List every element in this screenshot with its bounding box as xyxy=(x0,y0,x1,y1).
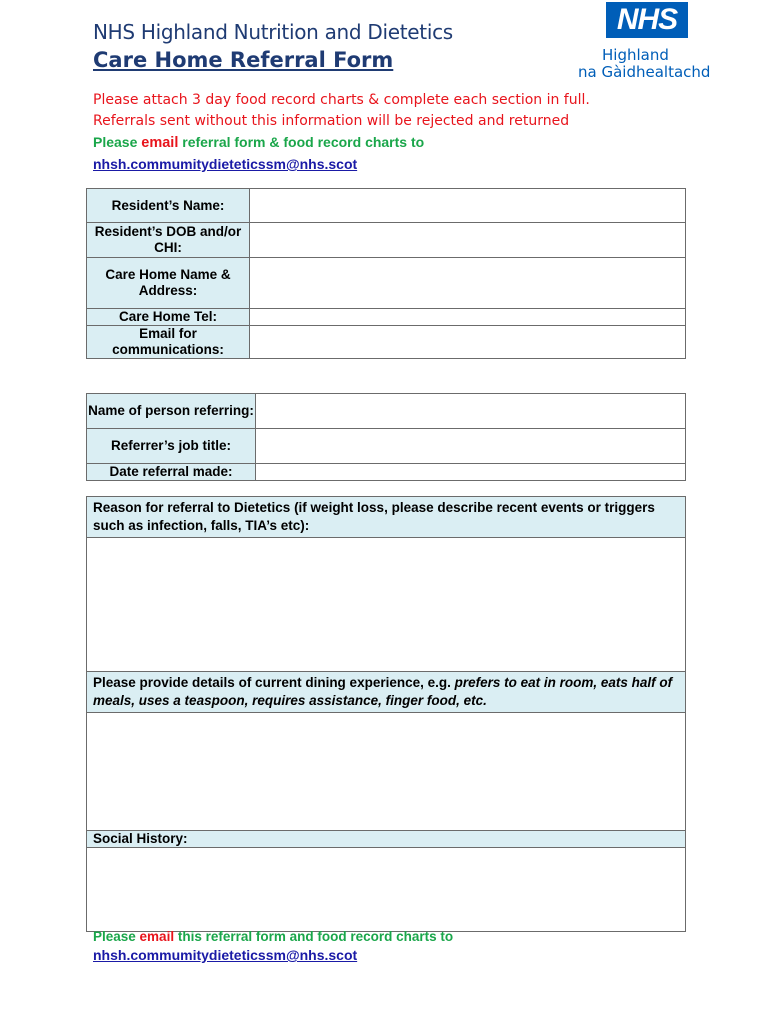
reason-field[interactable] xyxy=(87,538,686,672)
logo-line-1: Highland xyxy=(602,46,669,64)
referrer-details-table xyxy=(86,393,686,481)
dining-header xyxy=(87,672,686,713)
footer-email-word: email xyxy=(139,929,175,944)
intro-line-3-a: Please xyxy=(93,134,142,150)
dining-field[interactable] xyxy=(87,713,686,831)
social-history-field[interactable] xyxy=(87,848,686,932)
social-history-header: Social History: xyxy=(87,831,686,848)
intro-line-3-email-word: email xyxy=(141,135,179,151)
care-home-address-label: Care Home Name & Address: xyxy=(87,258,250,309)
footer-text-a: Please xyxy=(93,929,140,944)
reason-header: Reason for referral to Dietetics (if weight loss, please describe recent events or triggers such as infection, falls, TIA’s etc): xyxy=(87,497,686,538)
referrer-name-field[interactable] xyxy=(256,394,686,429)
care-home-tel-label: Care Home Tel: xyxy=(87,309,250,326)
intro-instructions xyxy=(93,90,693,176)
org-title: NHS Highland Nutrition and Dietetics xyxy=(93,20,453,44)
intro-email-link[interactable]: nhsh.commumitydieteticssm@nhs.scot xyxy=(93,156,358,172)
date-referral-label: Date referral made: xyxy=(87,464,256,481)
care-home-address-field[interactable] xyxy=(250,258,686,309)
footer-email-link[interactable]: nhsh.commumitydieteticssm@nhs.scot xyxy=(93,947,358,963)
resident-dob-label: Resident’s DOB and/or CHI: xyxy=(87,223,250,258)
intro-line-2: Referrals sent without this information will be rejected and returned xyxy=(93,113,570,129)
resident-name-label: Resident’s Name: xyxy=(87,189,250,223)
resident-dob-field[interactable] xyxy=(250,223,686,258)
form-title: Care Home Referral Form xyxy=(93,48,394,72)
free-text-sections-table xyxy=(86,496,686,932)
intro-line-3 xyxy=(93,132,693,154)
referrer-job-title-field[interactable] xyxy=(256,429,686,464)
intro-line-1: Please attach 3 day food record charts & complete each section in full. xyxy=(93,92,590,108)
nhs-logo-mark: NHS xyxy=(606,2,688,38)
referrer-job-title-label: Referrer’s job title: xyxy=(87,429,256,464)
care-home-tel-field[interactable] xyxy=(250,309,686,326)
email-communications-label: Email for communications: xyxy=(87,326,250,359)
logo-line-2: na Gàidhealtachd xyxy=(578,63,711,81)
footer-text-c: this referral form and food record charts to xyxy=(174,929,454,944)
date-referral-field[interactable] xyxy=(256,464,686,481)
dining-header-examples: prefers to eat in room, eats half of meals, uses a teaspoon, requires assistance, finger food, etc. xyxy=(93,675,673,708)
footer-line-1 xyxy=(93,927,693,946)
dining-header-text: Please provide details of current dining experience, e.g. xyxy=(93,675,455,690)
intro-line-3-c: referral form & food record charts to xyxy=(178,134,425,150)
resident-details-table xyxy=(86,188,686,359)
resident-name-field[interactable] xyxy=(250,189,686,223)
email-communications-field[interactable] xyxy=(250,326,686,359)
referrer-name-label: Name of person referring: xyxy=(87,394,256,429)
footer-instructions xyxy=(93,927,693,965)
nhs-logo xyxy=(578,2,718,82)
